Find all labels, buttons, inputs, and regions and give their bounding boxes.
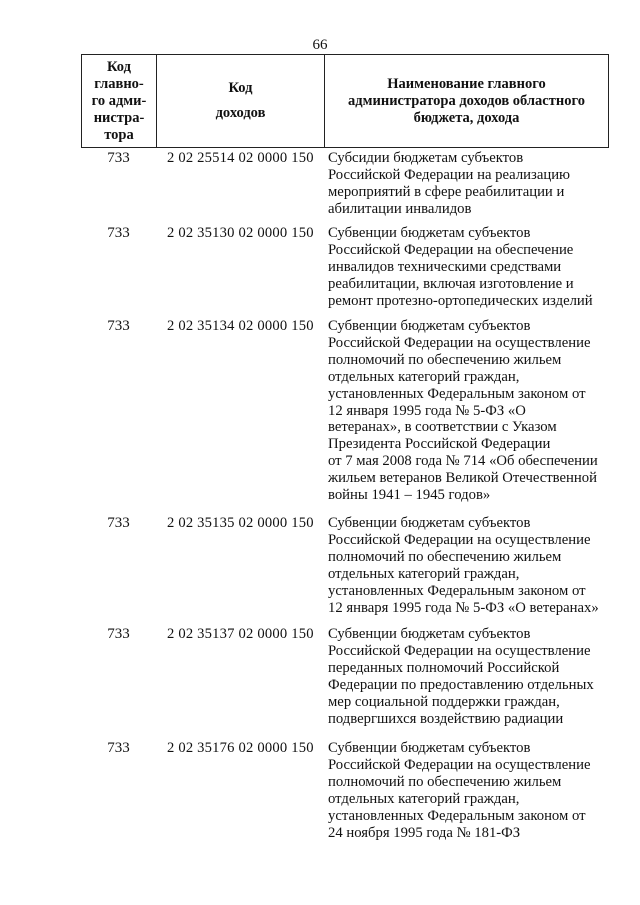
revenue-code: 2 02 25514 02 0000 150	[167, 150, 314, 166]
revenue-name: Субвенции бюджетам субъектов Российской Федерации на обеспечение инвалидов техническими средствами реабилитации, включая изготовление и ремонт протезно-ортопедических изделий	[328, 225, 593, 309]
header-admin-code: Код главно- го адми- нистра- тора	[82, 55, 157, 147]
revenue-name: Субсидии бюджетам субъектов Российской Федерации на реализацию мероприятий в сфере реабилитации и абилитации инвалидов	[328, 150, 571, 217]
revenue-code: 2 02 35130 02 0000 150	[167, 225, 314, 241]
admin-code: 733	[107, 318, 130, 334]
revenue-name: Субвенции бюджетам субъектов Российской Федерации на осуществление полномочий по обеспечению жильем отдельных категорий граждан, установленных Федеральным законом от 24 ноября 1995 года № 181-ФЗ	[328, 740, 591, 841]
revenue-code: 2 02 35134 02 0000 150	[167, 318, 314, 334]
admin-code: 733	[107, 626, 130, 642]
revenue-name: Субвенции бюджетам субъектов Российской Федерации на осуществление полномочий по обеспечению жильем отдельных категорий граждан, установленных Федеральным законом от 12 января 1995 года № 5-ФЗ «О ветеранах», в соответствии с Указом Президента Российской Федерации от 7 мая 2008 года № 714 «Об обеспечении жильем ветеранов Великой Отечественной войны 1941 – 1945 годов»	[328, 318, 598, 504]
revenue-code: 2 02 35137 02 0000 150	[167, 626, 314, 642]
admin-code: 733	[107, 150, 130, 166]
admin-code: 733	[107, 740, 130, 756]
page-number: 66	[312, 37, 328, 53]
revenue-code: 2 02 35176 02 0000 150	[167, 740, 314, 756]
header-admin-name: Наименование главного администратора доходов областного бюджета, дохода	[348, 75, 585, 126]
revenue-name: Субвенции бюджетам субъектов Российской Федерации на осуществление переданных полномочий Российской Федерации по предоставлению отдельных мер социальной поддержки граждан, подвергшихся воздействию радиации	[328, 626, 594, 727]
header-revenue-code: Код доходов	[157, 55, 325, 147]
revenue-code: 2 02 35135 02 0000 150	[167, 515, 314, 531]
admin-code: 733	[107, 515, 130, 531]
revenue-name: Субвенции бюджетам субъектов Российской Федерации на осуществление полномочий по обеспечению жильем отдельных категорий граждан, установленных Федеральным законом от 12 января 1995 года № 5-ФЗ «О ветеранах»	[328, 515, 599, 616]
table-header	[81, 54, 609, 148]
admin-code: 733	[107, 225, 130, 241]
